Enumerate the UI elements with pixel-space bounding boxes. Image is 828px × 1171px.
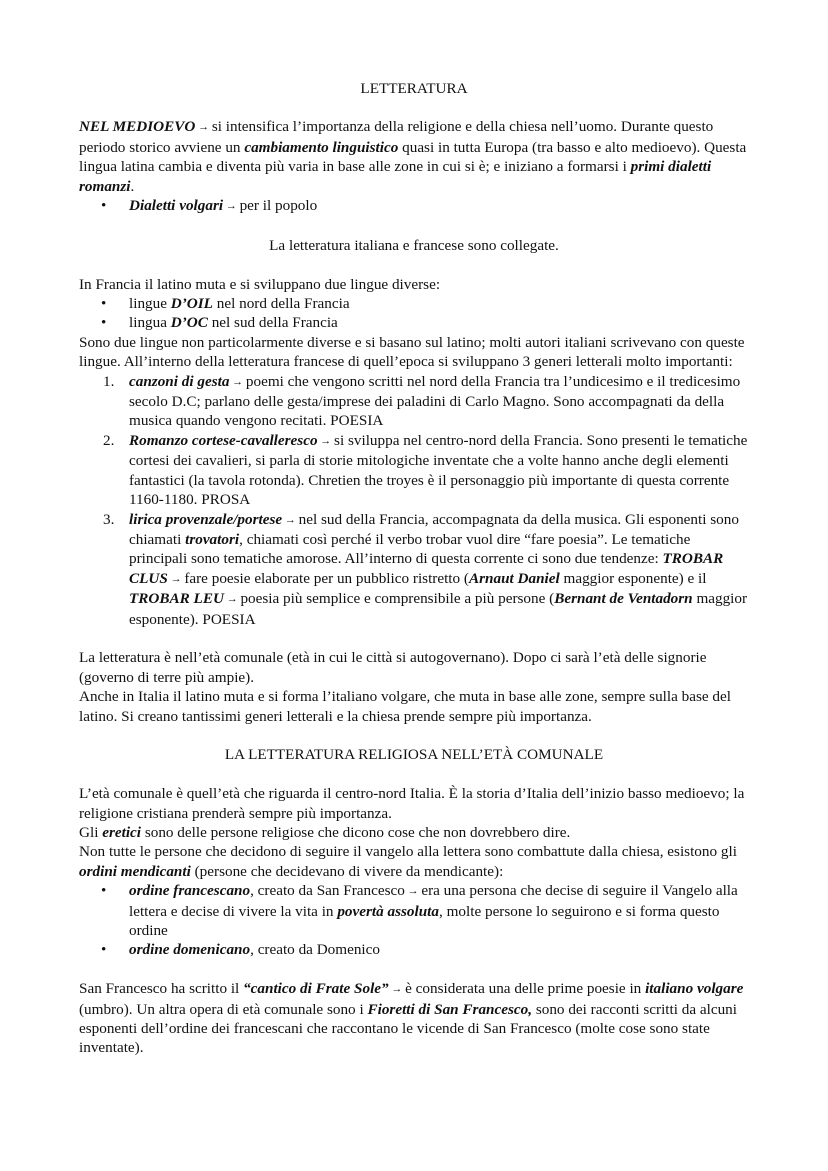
document-page <box>79 79 749 1058</box>
text-run: , chiamati così perché il verbo trobar vuol dire “fare poesia”. Le tematiche principali sono tematiche amorose. All’interno di questa corrente ci sono due tendenze: <box>129 530 691 568</box>
text-run: maggior esponente). POESIA <box>129 590 748 628</box>
emphasis-text: lirica provenzale/portese <box>129 510 283 528</box>
text-run: si intensifica l’importanza della religione e della chiesa nell’uomo. Durante questo periodo storico avviene un <box>79 118 714 156</box>
text-run: nel nord della Francia <box>212 295 350 313</box>
text-run: lingue <box>129 295 171 313</box>
arrow-icon: → <box>388 983 406 996</box>
intro-paragraph <box>79 117 749 196</box>
bullet-icon: • <box>101 197 107 215</box>
francia-intro: In Francia il latino muta e si sviluppano due lingue diverse: <box>79 275 441 293</box>
spacer <box>79 765 749 784</box>
text-run: nel sud della Francia <box>207 314 338 332</box>
emphasis-text: eretici <box>102 823 142 841</box>
emphasis-text: ordine francescano <box>129 882 251 900</box>
text-run: San Francesco ha scritto il <box>79 980 244 998</box>
emphasis-text: Dialetti volgari <box>129 197 224 215</box>
text-run: , creato da San Francesco <box>250 882 405 900</box>
text-run: Gli <box>79 823 103 841</box>
text-run: poesia più semplice e comprensibile a più persone ( <box>240 590 555 608</box>
text-run: era una persona che decise di seguire il Vangelo alla lettera e decise di vivere la vita in <box>129 882 738 920</box>
list-number: 2. <box>103 431 115 449</box>
spacer <box>79 960 749 979</box>
arrow-icon: → <box>404 885 422 898</box>
text-run: sono dei racconti scritti da alcuni esponenti dell’ordine dei francescani che raccontano le vicende di San Francesco (molte cose sono state inventate). <box>79 1000 737 1057</box>
emphasis-text: Romanzo cortese-cavalleresco <box>129 431 318 449</box>
intro-bullet-list <box>79 196 749 216</box>
spacer <box>79 255 749 274</box>
text-run: , molte persone lo seguirono e si forma questo ordine <box>129 902 720 939</box>
emphasis-text: “cantico di Frate Sole” <box>243 980 389 998</box>
arrow-icon: → <box>317 434 335 447</box>
list-item <box>79 940 749 959</box>
list-item <box>79 372 749 431</box>
eta-comunale-paragraph-1: La letteratura è nell’età comunale (età in cui le città si autogovernano). Dopo ci sarà l’età delle signorie (governo di terre più ampie). <box>79 649 707 686</box>
emphasis-text: povertà assoluta <box>337 902 439 920</box>
list-item <box>79 313 749 332</box>
arrow-icon: → <box>282 513 299 526</box>
text-run: per il popolo <box>239 197 318 215</box>
bullet-icon: • <box>101 882 107 900</box>
text-run: (persone che decidevano di vivere da mendicante): <box>190 862 504 880</box>
ordini-bullet-list <box>79 881 749 960</box>
section-heading: LA LETTERATURA RELIGIOSA NELL’ETÀ COMUNALE <box>224 746 604 764</box>
text-run: . <box>130 177 135 195</box>
centered-note: La letteratura italiana e francese sono collegate. <box>269 236 559 254</box>
text-run: lingua <box>129 314 171 332</box>
arrow-icon: → <box>223 200 240 213</box>
text-run: fare poesie elaborate per un pubblico ristretto ( <box>184 569 469 587</box>
list-item <box>79 431 749 510</box>
list-item <box>79 196 749 216</box>
religiosa-paragraph-2 <box>79 823 749 842</box>
emphasis-text: NEL MEDIOEVO <box>79 118 196 136</box>
generi-numbered-list <box>79 372 749 629</box>
spacer <box>79 629 749 648</box>
emphasis-text: Bernant de Ventadorn <box>554 590 693 608</box>
emphasis-text: D’OC <box>170 314 208 332</box>
emphasis-text: ordini mendicanti <box>79 862 191 880</box>
text-run: nel sud della Francia, accompagnata da della musica. Gli esponenti sono chiamati <box>129 510 739 548</box>
religiosa-paragraph-3 <box>79 842 749 881</box>
closing-paragraph <box>79 979 749 1058</box>
religiosa-paragraph-1: L’età comunale è quell’età che riguarda il centro-nord Italia. È la storia d’Italia dell’inizio basso medioevo; la religione cristiana prenderà sempre più importanza. <box>79 785 745 822</box>
text-run: poemi che vengono scritti nel nord della Francia tra l’undicesimo e il tredicesimo secolo D.C; parlano delle gesta/imprese dei paladini di Carlo Magno. Sono accompagnati da della musica quando vengono recitati. POESIA <box>129 372 741 430</box>
document-title: LETTERATURA <box>360 80 468 97</box>
bullet-icon: • <box>101 941 107 959</box>
list-item <box>79 881 749 940</box>
emphasis-text: canzoni di gesta <box>129 372 230 390</box>
lingue-bullet-list <box>79 294 749 333</box>
text-run: è considerata una delle prime poesie in <box>405 980 646 998</box>
arrow-icon: → <box>167 572 185 585</box>
arrow-icon: → <box>223 593 241 606</box>
text-run: maggior esponente) e il <box>559 569 707 587</box>
emphasis-text: TROBAR LEU <box>129 590 224 608</box>
text-run: , creato da Domenico <box>250 941 380 959</box>
emphasis-text: TROBAR CLUS <box>129 550 724 587</box>
eta-comunale-paragraph-2: Anche in Italia il latino muta e si forma l’italiano volgare, che muta in base alle zone, sempre sulla base del latino. Si creano tantissimi generi letterali e la chiesa prende sempre più importanza. <box>79 688 731 725</box>
spacer <box>79 216 749 235</box>
text-run: (umbro). Un altra opera di età comunale sono i <box>79 1000 368 1018</box>
arrow-icon: → <box>195 121 212 134</box>
spacer <box>79 726 749 745</box>
bullet-icon: • <box>101 314 107 332</box>
list-number: 1. <box>103 372 115 390</box>
emphasis-text: Fioretti di San Francesco, <box>367 1000 533 1018</box>
arrow-icon: → <box>229 375 246 388</box>
list-item <box>79 294 749 313</box>
lingue-paragraph: Sono due lingue non particolarmente diverse e si basano sul latino; molti autori italiani scrivevano con queste lingue. All’interno della letteratura francese di quell’epoca si sviluppano 3 generi letterali molto importanti: <box>79 333 745 371</box>
emphasis-text: trovatori <box>185 530 240 548</box>
text-run: si sviluppa nel centro-nord della Francia. Sono presenti le tematiche cortesi dei cavalieri, si parla di storie mitologiche inventate che a volte hanno anche degli elementi fantastici (la tavola rotonda). Chretien the troyes è il personaggio più importante di questa corrente 1160-1180. PROSA <box>129 431 748 509</box>
text-run: Non tutte le persone che decidono di seguire il vangelo alla lettera sono combattute dalla chiesa, esistono gli <box>79 843 737 861</box>
text-run: quasi in tutta Europa (tra basso e alto medioevo). Questa lingua latina cambia e diventa più varia in base alle zone in cui si è; e iniziano a formarsi i <box>79 138 747 176</box>
list-number: 3. <box>103 510 115 528</box>
text-run: sono delle persone religiose che dicono cose che non dovrebbero dire. <box>141 823 571 841</box>
emphasis-text: italiano volgare <box>645 980 744 998</box>
emphasis-text: cambiamento linguistico <box>244 138 399 156</box>
emphasis-text: D’OIL <box>170 295 213 313</box>
bullet-icon: • <box>101 295 107 313</box>
emphasis-text: Arnaut Daniel <box>468 569 560 587</box>
emphasis-text: ordine domenicano <box>129 941 251 959</box>
list-item <box>79 510 749 629</box>
emphasis-text: primi dialetti romanzi <box>79 158 712 195</box>
